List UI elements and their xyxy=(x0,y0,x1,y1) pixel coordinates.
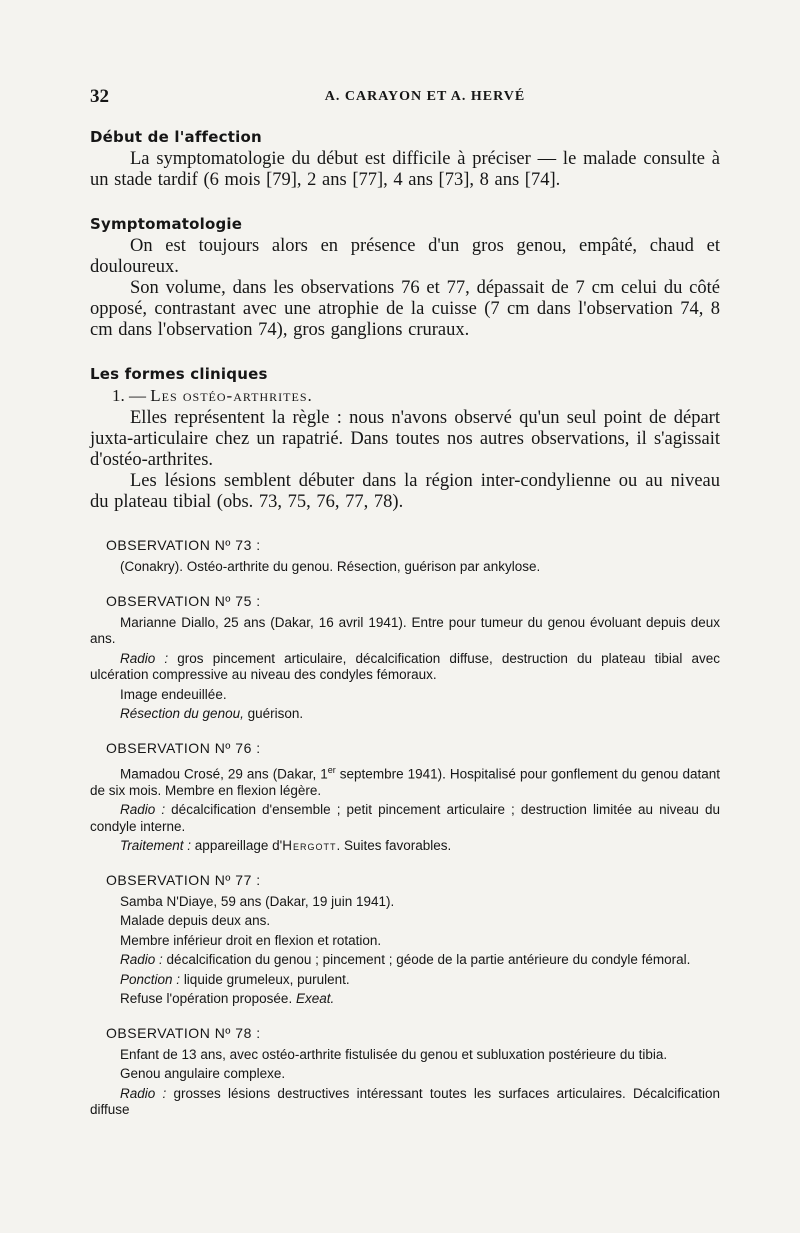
observation-text: Image endeuillée. xyxy=(120,686,227,702)
text-part: Mamadou Crosé, 29 ans (Dakar, 1 xyxy=(120,766,328,781)
section-title-symptomatologie: Symptomatologie xyxy=(90,215,243,233)
observation-treatment xyxy=(90,838,720,855)
running-head: A. CARAYON ET A. HERVÉ xyxy=(324,89,526,104)
subsection-title: Les ostéo-arthrites. xyxy=(150,386,313,405)
radio-label: Radio : xyxy=(120,1085,167,1101)
observation-radio xyxy=(90,952,720,969)
observation-text xyxy=(90,762,720,800)
paragraph-debut: La symptomatologie du début est difficile à préciser — le malade consulte à un stade tardif (6 mois [79], 2 ans [77], 4 ans [73], 8 ans [74]. xyxy=(90,149,720,190)
observation-ponction xyxy=(90,972,720,989)
subsection-number: 1. — xyxy=(112,386,146,405)
page-number: 32 xyxy=(90,86,109,107)
radio-text: décalcification du genou ; pincement ; géode de la partie antérieure du condyle fémoral. xyxy=(166,952,691,967)
exeat-label: Exeat. xyxy=(295,991,335,1006)
author-name: Hergott xyxy=(282,838,337,853)
observation-75 xyxy=(90,593,720,723)
radio-label: Radio : xyxy=(120,650,169,666)
radio-text: grosses lésions destructives intéressant toutes les surfaces articulaires. Décalcification diffuse xyxy=(90,1085,720,1117)
radio-label: Radio : xyxy=(120,952,163,967)
observation-title: OBSERVATION Nº 78 : xyxy=(106,1024,261,1041)
paragraph-osteo-2: Les lésions semblent débuter dans la région inter-condylienne ou au niveau du plateau tibial (obs. 73, 75, 76, 77, 78). xyxy=(90,471,720,512)
section-title-debut: Début de l'affection xyxy=(90,128,262,146)
observation-text: (Conakry). Ostéo-arthrite du genou. Résection, guérison par ankylose. xyxy=(120,559,541,574)
radio-text: gros pincement articulaire, décalcification diffuse, destruction du plateau tibial avec ulcération compressive au niveau des condyles fémoraux. xyxy=(90,650,720,682)
page-body xyxy=(90,128,720,1136)
observation-text xyxy=(90,991,720,1008)
observation-radio xyxy=(90,651,720,684)
paragraph-osteo-1: Elles représentent la règle : nous n'avons observé qu'un seul point de départ juxta-articulaire chez un rapatrié. Dans toutes nos autres observations, il s'agissait d'ostéo-arthrites. xyxy=(90,408,720,470)
observation-text: Membre inférieur droit en flexion et rotation. xyxy=(120,932,382,948)
observation-76 xyxy=(90,740,720,855)
text-part: . Suites favorables. xyxy=(336,838,452,853)
observation-text: Malade depuis deux ans. xyxy=(120,913,271,928)
observation-text: Enfant de 13 ans, avec ostéo-arthrite fistulisée du genou et subluxation postérieure du tibia. xyxy=(120,1046,668,1062)
radio-text: décalcification d'ensemble ; petit pincement articulaire ; destruction limitée au niveau du condyle interne. xyxy=(90,802,720,834)
paragraph-symptomatologie-2: Son volume, dans les observations 76 et 77, dépassait de 7 cm celui du côté opposé, contrastant avec une atrophie de la cuisse (7 cm dans l'observation 74, 8 cm dans l'observation 74), gros ganglions cruraux. xyxy=(90,278,720,340)
observation-78 xyxy=(90,1025,720,1119)
treatment-label: Traitement : xyxy=(120,838,192,853)
text-part: appareillage d' xyxy=(194,838,283,853)
observation-title: OBSERVATION Nº 76 : xyxy=(106,739,261,756)
observation-title: OBSERVATION Nº 75 : xyxy=(106,592,261,609)
text-part: septembre 1941). Hospitalisé pour gonflement du genou datant de six mois. Membre en flexion légère. xyxy=(90,766,720,798)
observation-text: Marianne Diallo, 25 ans (Dakar, 16 avril 1941). Entre pour tumeur du genou évoluant depuis deux ans. xyxy=(90,614,720,646)
outcome-text: guérison. xyxy=(247,706,304,721)
paragraph-symptomatologie-1: On est toujours alors en présence d'un gros genou, empâté, chaud et douloureux. xyxy=(90,236,720,277)
observation-text: Samba N'Diaye, 59 ans (Dakar, 19 juin 1941). xyxy=(120,893,395,909)
observation-radio xyxy=(90,1086,720,1119)
subsection-heading xyxy=(112,386,720,406)
observation-outcome xyxy=(90,706,720,723)
page-header xyxy=(90,86,720,114)
outcome-label: Résection du genou, xyxy=(120,706,244,721)
radio-label: Radio : xyxy=(120,802,166,817)
section-title-formes-cliniques: Les formes cliniques xyxy=(90,365,268,383)
observation-73 xyxy=(90,537,720,576)
ponction-label: Ponction : xyxy=(120,971,181,987)
observation-radio xyxy=(90,802,720,835)
observation-title: OBSERVATION Nº 73 : xyxy=(106,537,261,553)
superscript: er xyxy=(327,764,336,775)
ponction-text: liquide grumeleux, purulent. xyxy=(183,971,350,987)
observation-text: Genou angulaire complexe. xyxy=(120,1066,286,1081)
text-part: Refuse l'opération proposée. xyxy=(120,991,293,1006)
observation-title: OBSERVATION Nº 77 : xyxy=(106,871,261,888)
observation-77 xyxy=(90,872,720,1008)
